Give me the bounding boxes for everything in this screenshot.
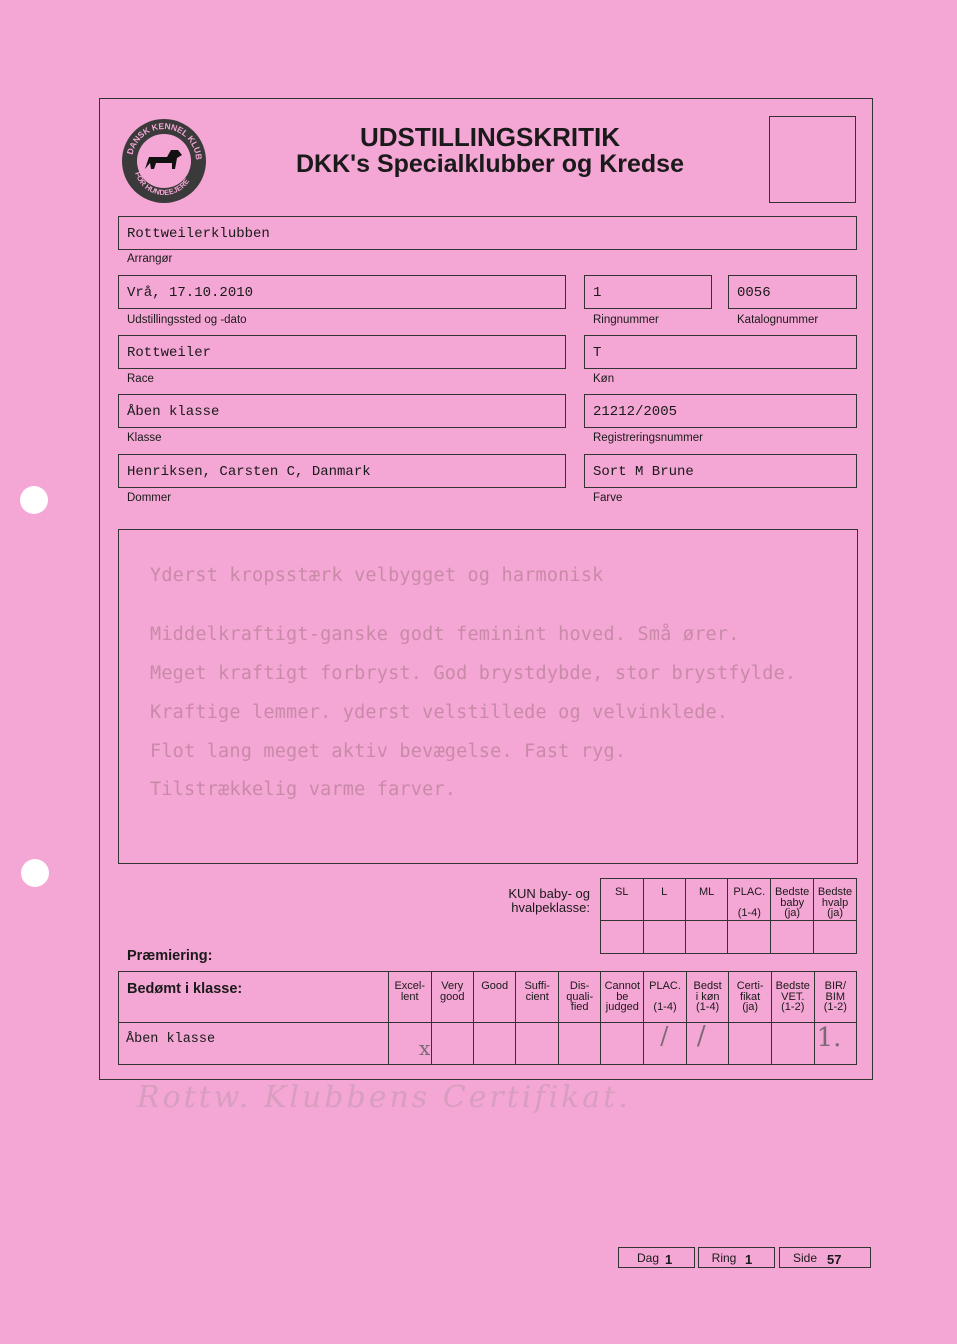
side-label: Side — [792, 1251, 818, 1265]
kon-field[interactable]: T — [584, 335, 857, 369]
cell-plac[interactable] — [644, 1023, 687, 1065]
header-plac: PLAC. (1-4) — [644, 972, 687, 1023]
sted-dato-field[interactable]: Vrå, 17.10.2010 — [118, 275, 566, 309]
stamp-box — [769, 116, 856, 203]
excellent-mark: x — [418, 1036, 431, 1060]
critique-line-3: Meget kraftigt forbryst. God brystdybde, stor brystfylde. — [150, 663, 797, 684]
baby-hvalp-table — [600, 878, 857, 954]
sted-dato-label: Udstillingssted og -dato — [127, 314, 247, 326]
cell-bedste-vet[interactable] — [771, 1023, 814, 1065]
dkk-logo — [120, 117, 208, 205]
praemiering-label: Præmiering: — [127, 948, 213, 964]
header-bir-bim: BIR/ BIM (1-2) — [814, 972, 856, 1023]
kun-baby-label: KUN baby- og hvalpeklasse: — [508, 886, 590, 915]
header-excellent: Excel- lent — [388, 972, 431, 1023]
cell-good[interactable] — [473, 1023, 516, 1065]
klasse-field[interactable]: Åben klasse — [118, 394, 566, 428]
dag-value: 1 — [665, 1252, 673, 1267]
cell-bedst-i-kon[interactable] — [686, 1023, 729, 1065]
kon-label: Køn — [593, 373, 615, 385]
cell-ml[interactable] — [685, 921, 728, 954]
cell-l[interactable] — [643, 921, 685, 954]
header-cannot-be-judged: Cannot be judged — [601, 972, 644, 1023]
cell-cannot-be-judged[interactable] — [601, 1023, 644, 1065]
registreringsnummer-label: Registreringsnummer — [593, 432, 703, 444]
cell-very-good[interactable] — [431, 1023, 473, 1065]
ringnummer-field[interactable]: 1 — [584, 275, 712, 309]
praemiering-table — [118, 971, 857, 1065]
cell-certifikat[interactable] — [729, 1023, 772, 1065]
race-field[interactable]: Rottweiler — [118, 335, 566, 369]
header-plac-baby: PLAC. (1-4) — [728, 879, 771, 921]
race-label: Race — [127, 373, 154, 385]
header-bedst-i-kon: Bedst i køn (1-4) — [686, 972, 729, 1023]
cell-bedste-hvalp[interactable] — [814, 921, 857, 954]
registreringsnummer-field[interactable]: 21212/2005 — [584, 394, 857, 428]
dommer-field[interactable]: Henriksen, Carsten C, Danmark — [118, 454, 566, 488]
form-subtitle: DKK's Specialklubber og Kredse — [295, 150, 684, 178]
logo-text-bottom: FOR HUNDEEJERE — [133, 170, 192, 198]
header-sufficient: Suffi- cient — [516, 972, 558, 1023]
bedst-i-kon-mark: / — [696, 1021, 706, 1051]
cell-sl[interactable] — [601, 921, 644, 954]
form-title: UDSTILLINGSKRITIK — [360, 122, 620, 152]
cell-plac-baby[interactable] — [728, 921, 771, 954]
cell-bedste-baby[interactable] — [771, 921, 814, 954]
ring-label: Ring — [711, 1251, 737, 1265]
cell-disqualified[interactable] — [558, 1023, 601, 1065]
katalognummer-field[interactable]: 0056 — [728, 275, 857, 309]
ring-value: 1 — [745, 1252, 753, 1267]
header-certifikat: Certi- fikat (ja) — [729, 972, 772, 1023]
header-bedste-baby: Bedste baby (ja) — [771, 879, 814, 921]
dommer-label: Dommer — [127, 492, 172, 504]
header-l: L — [643, 879, 685, 921]
header-bedste-vet: Bedste VET. (1-2) — [771, 972, 814, 1023]
handwritten-note: Rottw. Klubbens Certifikat. — [137, 1080, 631, 1115]
dag-label: Dag — [636, 1251, 659, 1265]
katalognummer-label: Katalognummer — [737, 314, 819, 326]
header-ml: ML — [685, 879, 728, 921]
logo-text-top: DANSK KENNEL KLUB — [124, 120, 205, 161]
farve-field[interactable]: Sort M Brune — [584, 454, 857, 488]
critique-line-6: Tilstrækkelig varme farver. — [150, 779, 457, 800]
header-bedste-hvalp: Bedste hvalp (ja) — [814, 879, 857, 921]
punch-hole-bottom — [21, 859, 49, 887]
bedomt-label: Bedømt i klasse: — [119, 972, 389, 1023]
bedomt-klasse-value: Åben klasse — [119, 1023, 389, 1065]
farve-label: Farve — [593, 492, 623, 504]
cell-excellent[interactable] — [388, 1023, 431, 1065]
cell-sufficient[interactable] — [516, 1023, 558, 1065]
ringnummer-label: Ringnummer — [593, 314, 659, 326]
critique-line-5: Flot lang meget aktiv bevægelse. Fast ryg. — [150, 741, 627, 762]
footer-ring — [698, 1247, 775, 1268]
footer-dag — [618, 1247, 695, 1268]
critique-line-4: Kraftige lemmer. yderst velstillede og velvinklede. — [150, 702, 729, 723]
plac-mark: / — [660, 1022, 669, 1050]
punch-hole-top — [20, 486, 48, 514]
footer-side — [779, 1247, 871, 1268]
side-value: 57 — [827, 1252, 842, 1267]
header-very-good: Very good — [431, 972, 473, 1023]
header-good: Good — [473, 972, 516, 1023]
arrangor-label: Arrangør — [127, 253, 173, 265]
arrangor-field[interactable]: Rottweilerklubben — [118, 216, 857, 250]
critique-line-2: Middelkraftigt-ganske godt feminint hoved. Små ører. — [150, 624, 740, 645]
klasse-label: Klasse — [127, 432, 162, 444]
bir-bim-mark: 1. — [816, 1023, 842, 1053]
cell-bir-bim[interactable] — [814, 1023, 856, 1065]
header-disqualified: Dis- quali- fied — [558, 972, 601, 1023]
header-sl: SL — [601, 879, 644, 921]
critique-line-1: Yderst kropsstærk velbygget og harmonisk — [150, 565, 604, 586]
